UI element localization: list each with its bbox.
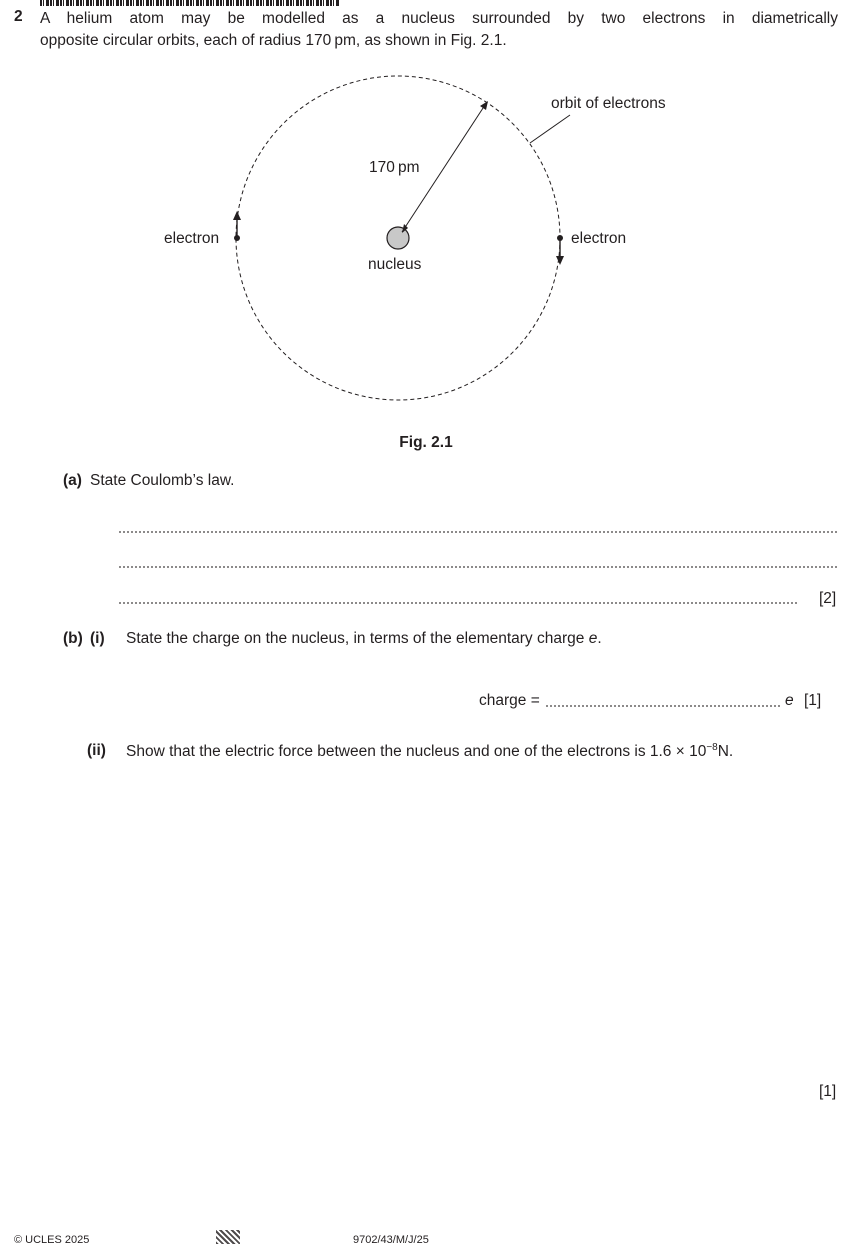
electron-left-label: electron bbox=[164, 230, 220, 247]
part-b-ii-exponent: −8 bbox=[706, 742, 718, 753]
charge-answer-prefix: charge = bbox=[479, 692, 540, 709]
orbit-label-pointer bbox=[530, 115, 570, 143]
answer-line-a1[interactable] bbox=[118, 531, 838, 533]
part-b-ii-unit: N. bbox=[717, 743, 734, 760]
answer-line-a2[interactable] bbox=[118, 566, 838, 568]
question-intro-line2: opposite circular orbits, each of radius 170 pm, as shown in Fig. 2.1. bbox=[40, 32, 507, 49]
figure-caption: Fig. 2.1 bbox=[399, 434, 453, 451]
part-b-i-label: (i) bbox=[90, 630, 105, 647]
helium-atom-diagram bbox=[0, 0, 852, 430]
nucleus-label: nucleus bbox=[368, 256, 422, 273]
question-number: 2 bbox=[14, 8, 23, 25]
left-electron-arrowhead bbox=[233, 211, 241, 220]
part-b-ii-question-text: Show that the electric force between the nucleus and one of the electrons is 1.6 × 10 bbox=[126, 743, 707, 760]
electron-right-label: electron bbox=[571, 230, 627, 247]
part-b-ii-mark: [1] bbox=[819, 1083, 837, 1100]
part-b-i-question-var: e bbox=[588, 630, 598, 647]
part-b-label: (b) bbox=[63, 630, 83, 647]
part-b-i-question-text: State the charge on the nucleus, in terms of the elementary charge bbox=[126, 630, 589, 647]
working-space-b-ii[interactable] bbox=[120, 770, 820, 1070]
charge-answer-line[interactable] bbox=[545, 705, 781, 707]
part-b-i-mark: [1] bbox=[804, 692, 822, 709]
part-a-mark: [2] bbox=[819, 590, 837, 607]
answer-line-a3[interactable] bbox=[118, 602, 798, 604]
orbit-label: orbit of electrons bbox=[551, 95, 666, 112]
footer-copyright: © UCLES 2025 bbox=[14, 1234, 90, 1246]
part-b-ii-question bbox=[126, 742, 733, 761]
right-electron-arrowhead bbox=[556, 256, 564, 265]
part-b-i-question bbox=[126, 630, 602, 648]
nucleus-circle bbox=[387, 227, 409, 249]
part-b-i-question-end: . bbox=[597, 630, 602, 647]
charge-answer-unit: e bbox=[785, 692, 794, 709]
radius-label: 170 pm bbox=[369, 159, 420, 176]
footer-qr-code bbox=[216, 1230, 240, 1244]
radius-arrowhead-outer bbox=[480, 101, 488, 110]
part-a-question: State Coulomb’s law. bbox=[90, 472, 235, 489]
question-intro-line1: A helium atom may be modelled as a nucleus surrounded by two electrons in diametrically bbox=[40, 10, 838, 27]
part-b-ii-label: (ii) bbox=[87, 742, 106, 759]
part-a-label: (a) bbox=[63, 472, 82, 489]
footer-paper-code: 9702/43/M/J/25 bbox=[353, 1234, 429, 1246]
